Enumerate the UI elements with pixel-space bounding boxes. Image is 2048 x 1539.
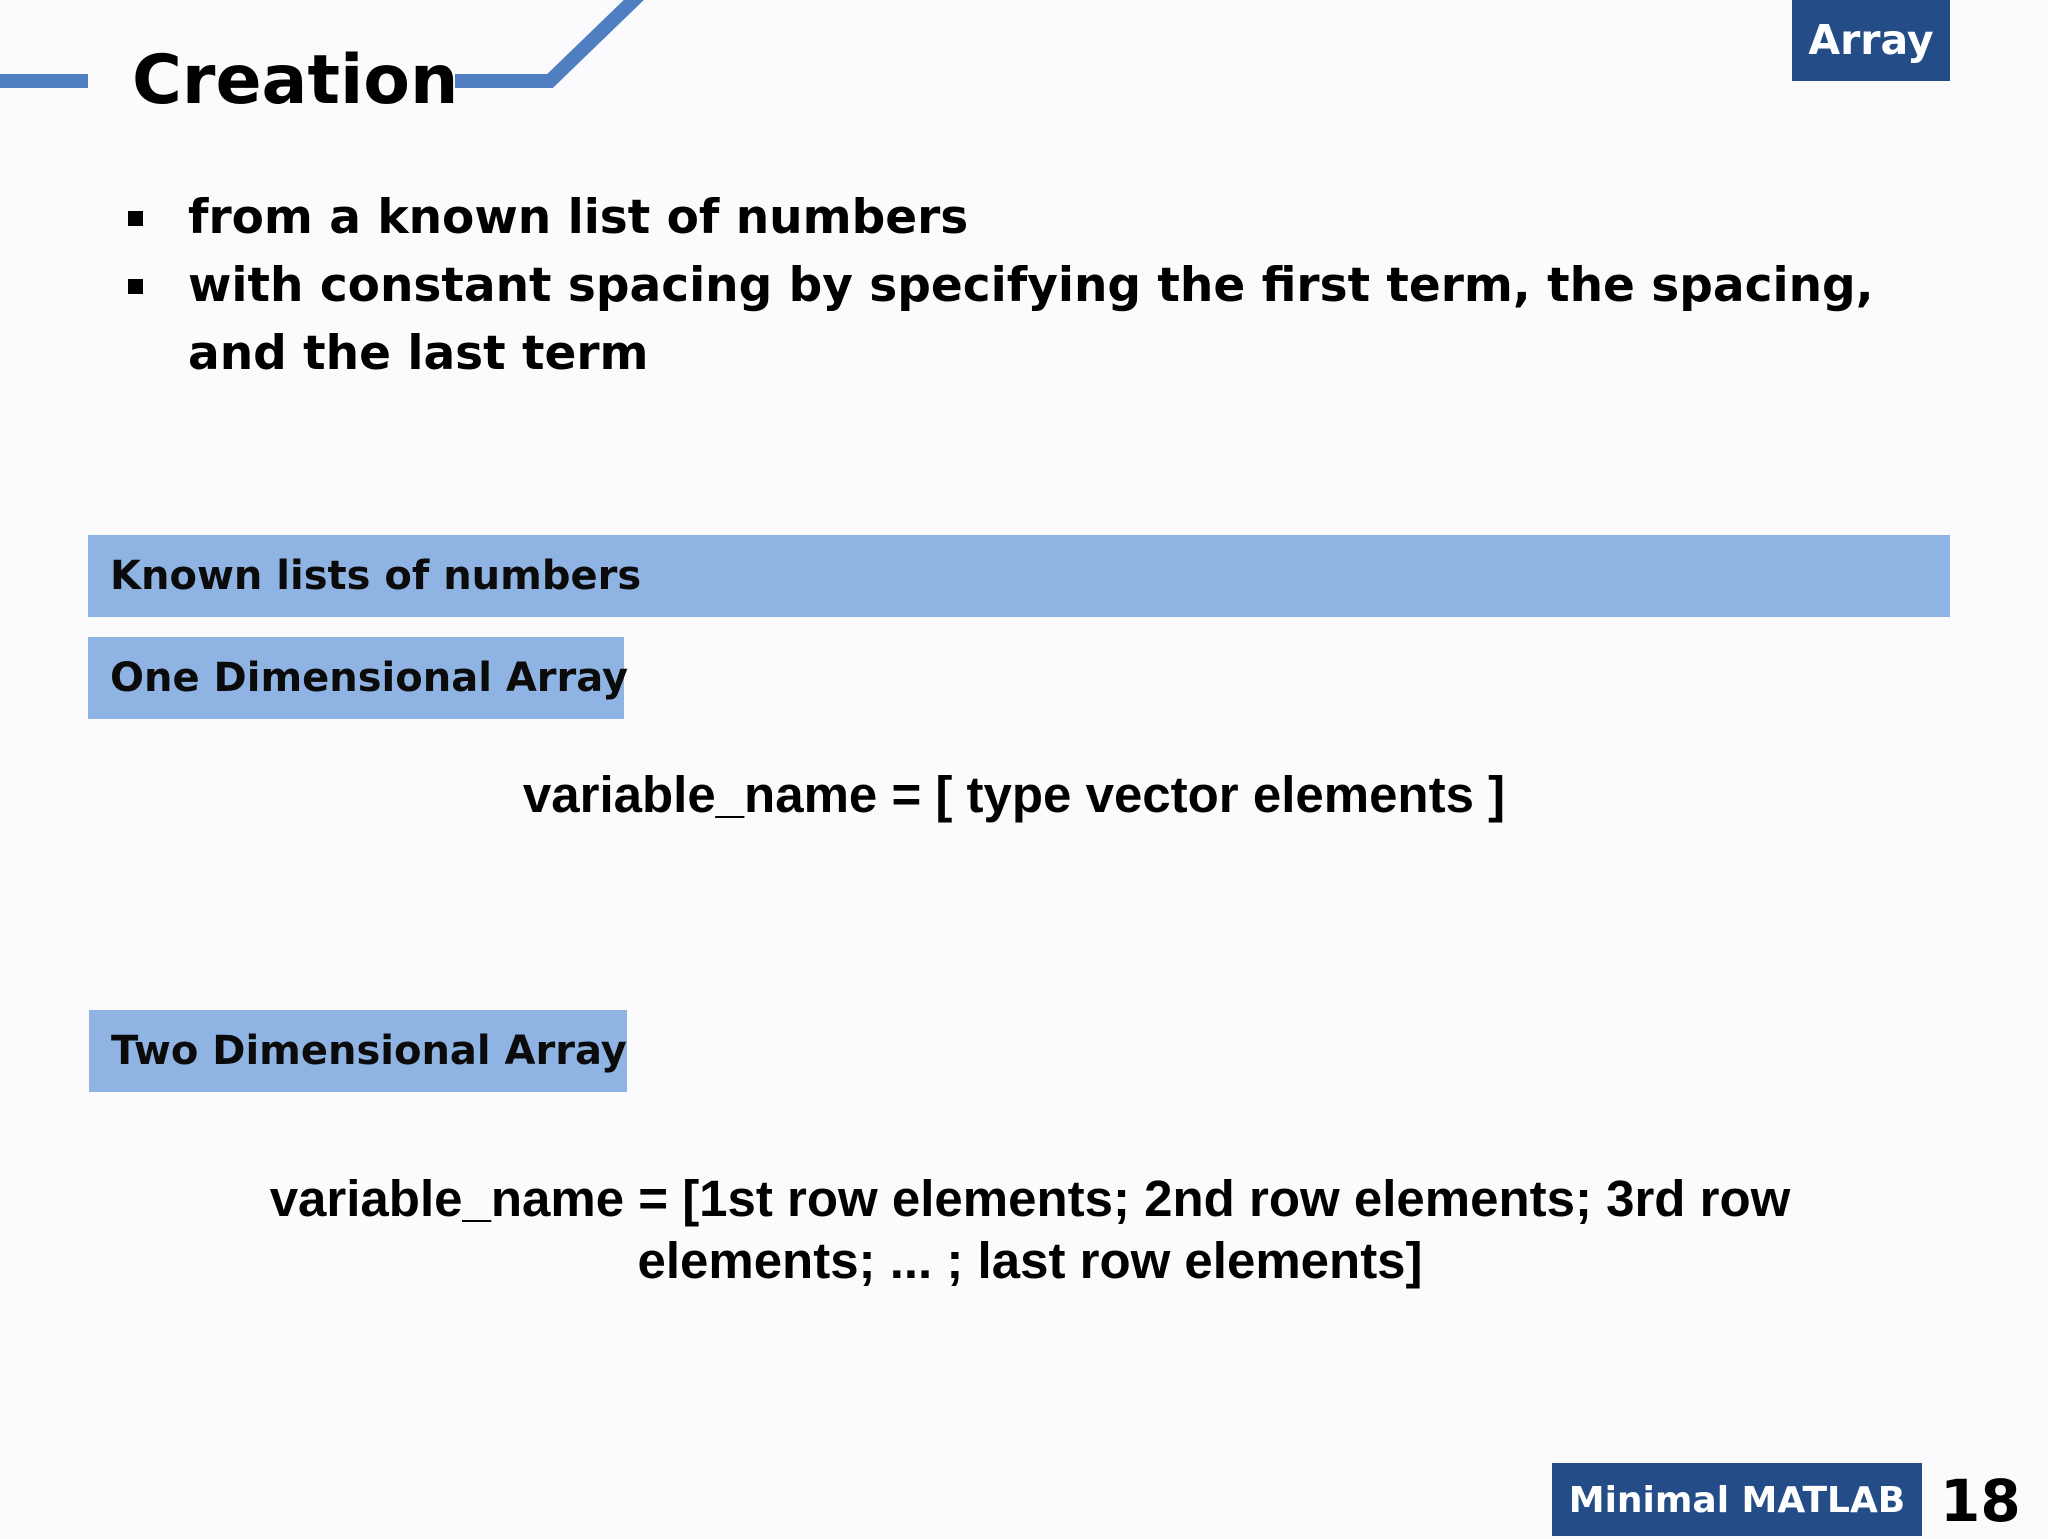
square-bullet-icon — [128, 279, 143, 294]
bullet-text: from a known list of numbers — [188, 190, 969, 245]
course-label: Minimal MATLAB — [1552, 1463, 1922, 1536]
title-left-rule — [0, 74, 88, 88]
one-dimensional-array-header: One Dimensional Array — [88, 637, 624, 719]
bullet-item — [120, 184, 1900, 252]
bullet-list — [120, 184, 1900, 388]
page-number: 18 — [1940, 1467, 2021, 1535]
slide-title: Creation — [132, 41, 459, 120]
one-dimensional-syntax: variable_name = [ type vector elements ] — [522, 766, 1506, 823]
bullet-text: with constant spacing by specifying the first term, the spacing, and the last term — [188, 258, 1874, 381]
title-right-rule — [455, 0, 640, 81]
bullet-item — [120, 252, 1900, 388]
two-dimensional-array-header: Two Dimensional Array — [89, 1010, 627, 1092]
section-tag: Array — [1792, 0, 1950, 81]
square-bullet-icon — [128, 211, 143, 226]
two-dimensional-syntax: variable_name = [1st row elements; 2nd row elements; 3rd row elements; ... ; last row elements] — [269, 1170, 1791, 1289]
known-lists-header: Known lists of numbers — [88, 535, 1950, 617]
